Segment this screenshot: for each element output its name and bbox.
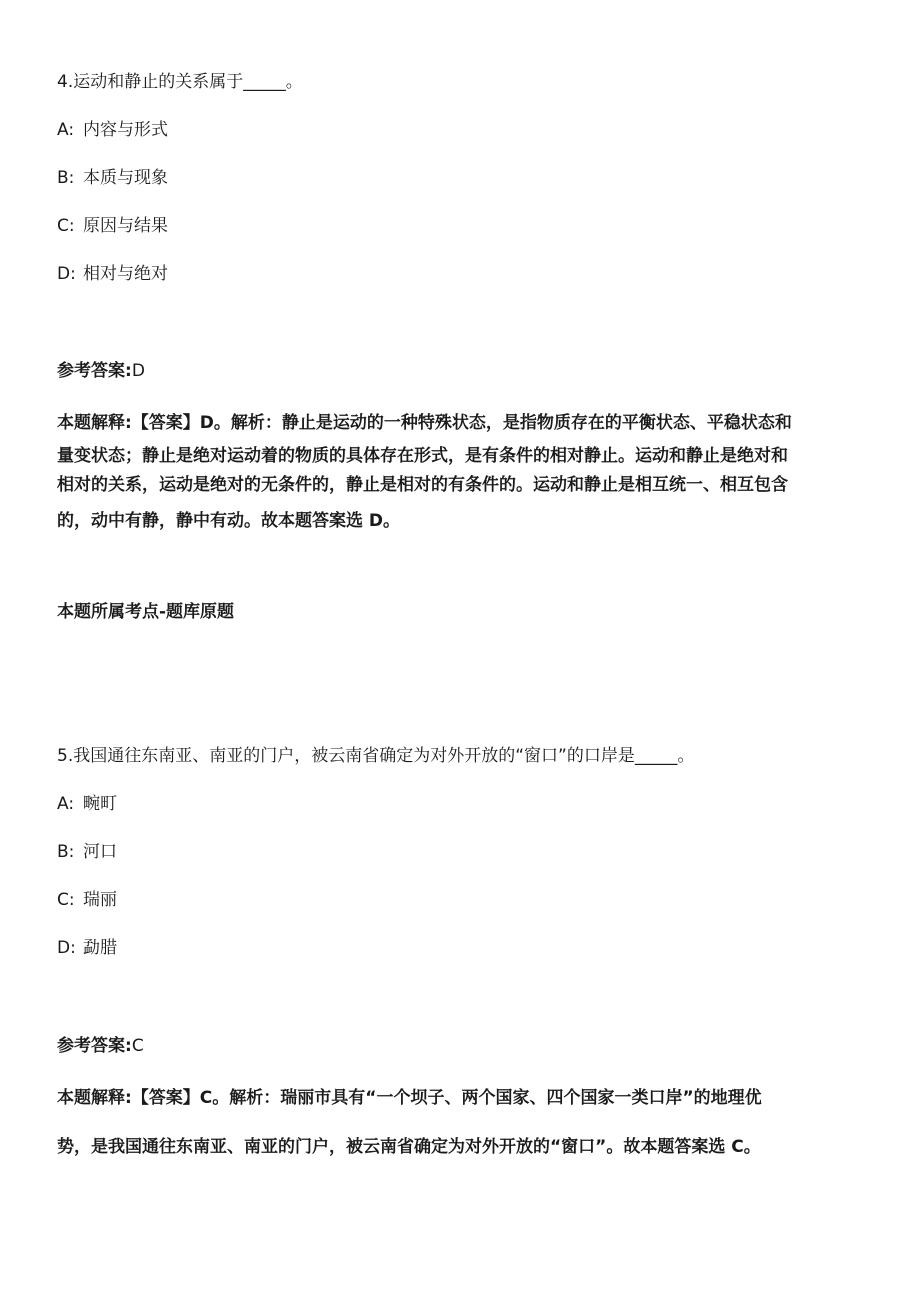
option-text: 本质与现象 — [83, 168, 168, 188]
option-letter: A: — [57, 120, 75, 140]
question-5-option-d[interactable] — [57, 937, 117, 959]
answer-value: D — [131, 361, 145, 381]
question-4-stem: 4.运动和静止的关系属于_____。 — [57, 72, 303, 92]
question-4-option-c[interactable] — [57, 215, 168, 237]
answer-label: 参考答案: — [57, 1036, 132, 1056]
option-letter: B: — [57, 168, 75, 188]
option-letter: A: — [57, 794, 75, 814]
question-4-option-b[interactable] — [57, 167, 168, 189]
option-text: 相对与绝对 — [83, 264, 168, 284]
explanation-line: 势，是我国通往东南亚、南亚的门户，被云南省确定为对外开放的“窗口”。故本题答案选 C。 — [57, 1137, 761, 1157]
option-text: 畹町 — [83, 794, 117, 814]
question-5-option-b[interactable] — [57, 841, 117, 863]
question-5-option-c[interactable] — [57, 889, 117, 911]
option-letter: B: — [57, 842, 75, 862]
option-text: 内容与形式 — [83, 120, 168, 140]
option-letter: D: — [57, 938, 76, 958]
question-4-answer — [57, 360, 145, 382]
question-5-stem: 5.我国通往东南亚、南亚的门户，被云南省确定为对外开放的“窗口”的口岸是_____。 — [57, 746, 695, 766]
answer-value: C — [131, 1036, 144, 1056]
option-text: 原因与结果 — [83, 216, 168, 236]
question-5-answer — [57, 1035, 144, 1057]
answer-label: 参考答案: — [57, 361, 132, 381]
option-text: 瑞丽 — [83, 890, 117, 910]
explanation-line: 本题解释:【答案】C。解析：瑞丽市具有“一个坝子、两个国家、四个国家一类口岸”的地理优 — [57, 1088, 762, 1108]
question-4-option-d[interactable] — [57, 263, 168, 285]
explanation-line: 相对的关系，运动是绝对的无条件的，静止是相对的有条件的。运动和静止是相互统一、相互包含 — [57, 475, 788, 495]
question-4-topic: 本题所属考点-题库原题 — [57, 602, 235, 622]
option-letter: C: — [57, 890, 75, 910]
question-4-option-a[interactable] — [57, 119, 168, 141]
option-letter: C: — [57, 216, 75, 236]
option-letter: D: — [57, 264, 76, 284]
option-text: 河口 — [83, 842, 117, 862]
explanation-line: 的，动中有静，静中有动。故本题答案选 D。 — [57, 511, 401, 531]
question-5-option-a[interactable] — [57, 793, 117, 815]
explanation-line: 量变状态；静止是绝对运动着的物质的具体存在形式，是有条件的相对静止。运动和静止是绝对和 — [57, 446, 788, 466]
option-text: 勐腊 — [83, 938, 117, 958]
explanation-line: 本题解释:【答案】D。解析：静止是运动的一种特殊状态，是指物质存在的平衡状态、平稳状态和 — [57, 413, 792, 433]
